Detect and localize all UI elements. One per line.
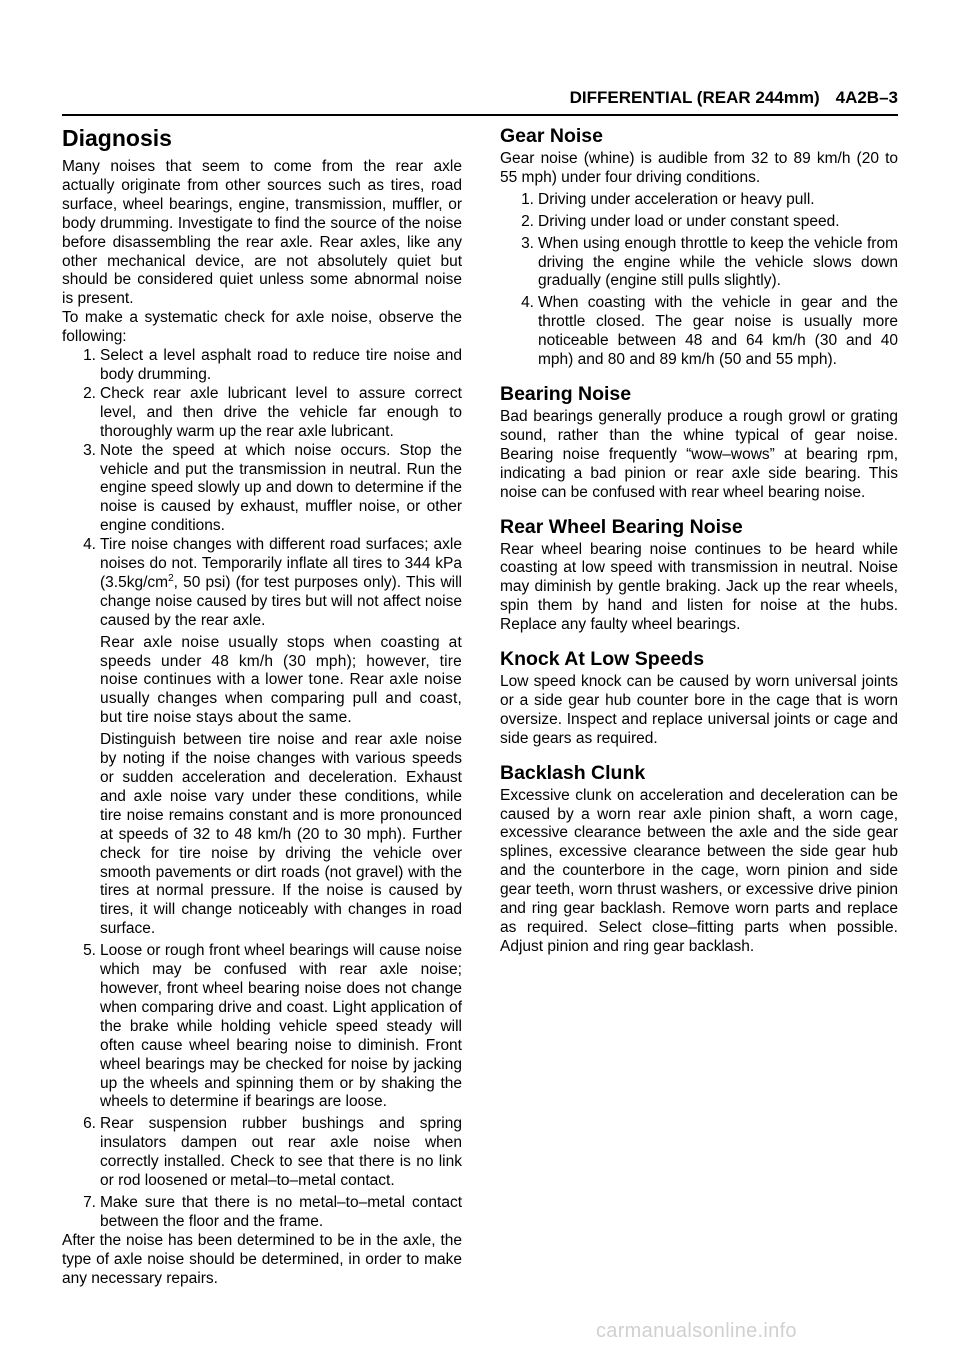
list-item: 5. Loose or rough front wheel bearings will cause noise which may be confused with rear axle noise; however, front wheel bearing noise does not change when comparing drive and coast. Light application of the brake while holding vehicle speed steady will often cause wheel bearing noise to diminish. Front wheel bearings may be checked for noise by jacking up the wheels and spinning them or by shaking the wheels to determine if bearings are loose.	[83, 942, 462, 1111]
outro-paragraph: After the noise has been determined to be in the axle, the type of axle noise should be determined, in order to make any necessary repairs.	[62, 1231, 462, 1287]
rear-wheel-bearing-noise-heading: Rear Wheel Bearing Noise	[500, 515, 743, 538]
gear-noise-heading: Gear Noise	[500, 125, 603, 147]
list-item: 7. Make sure that there is no metal–to–metal contact between the floor and the frame.	[83, 1193, 462, 1230]
watermark-text: carmanualsonline.info	[596, 1320, 797, 1342]
left-column	[62, 121, 462, 1288]
list-item: 3. When using enough throttle to keep the vehicle from driving the engine while the vehicle slows down gradually (engine still pulls slightly).	[521, 234, 898, 290]
page-header	[62, 88, 898, 108]
list-item: 6. Rear suspension rubber bushings and spring insulators dampen out rear axle noise when correctly installed. Check to see that there is no link or rod loosened or metal–to–metal contact.	[83, 1115, 462, 1190]
list-item: 2. Driving under load or under constant speed.	[521, 212, 840, 230]
list-item: 3. Note the speed at which noise occurs. Stop the vehicle and put the transmission in neutral. Run the engine speed slowly up and down to determine if the noise is caused by exhaust, muffler noise, or other engine conditions.	[83, 441, 462, 535]
section-title: DIFFERENTIAL (REAR 244mm)	[569, 88, 820, 107]
list-item: 4. When coasting with the vehicle in gear and the throttle closed. The gear noise is usually more noticeable between 48 and 64 km/h (30 and 40 mph) and 80 and 89 km/h (50 and 55 mph).	[521, 294, 898, 369]
right-column	[500, 124, 898, 957]
list-item-paragraph: Distinguish between tire noise and rear axle noise by noting if the noise changes with various speeds or sudden acceleration and deceleration. Exhaust and axle noise vary under these conditions, while tire noise remains constant and is more pronounced at speeds of 32 to 48 km/h (20 to 30 mph). Further check for tire noise by driving the vehicle over smooth pavements or dirt roads (not gravel) with the tires at normal pressure. If the noise is caused by tires, it will change noticeably with changes in road surface.	[100, 731, 462, 938]
gear-noise-intro: Gear noise (whine) is audible from 32 to 89 km/h (20 to 55 mph) under four driving conditions.	[500, 150, 898, 186]
list-item: 2. Check rear axle lubricant level to assure correct level, and then drive the vehicle far enough to thoroughly warm up the rear axle lubricant.	[83, 384, 462, 440]
backlash-clunk-heading: Backlash Clunk	[500, 761, 646, 784]
intro-paragraph: Many noises that seem to come from the rear axle actually originate from other sources such as tires, road surface, wheel bearings, engine, transmission, muffler, or body drumming. Investigate to find the source of the noise before disassembling the rear axle. Rear axles, like any other mechanical device, are not absolutely quiet but should be considered quiet unless some abnormal noise is present.	[62, 158, 462, 308]
diagnosis-list	[62, 347, 462, 1232]
bearing-noise-heading: Bearing Noise	[500, 382, 632, 405]
list-item: 1. Driving under acceleration or heavy pull.	[521, 190, 815, 208]
diagnosis-heading: Diagnosis	[62, 125, 172, 151]
list-item: 1. Select a level asphalt road to reduce tire noise and body drumming.	[83, 347, 462, 383]
intro-paragraph-2: To make a systematic check for axle noise, observe the following:	[62, 309, 462, 346]
backlash-clunk-text: Excessive clunk on acceleration and deceleration can be caused by a worn rear axle pinion shaft, a worn cage, excessive clearance between the axle and the side gear splines, excessive clearance between the side gear hub and the counterbore in the cage, worn pinion and side gear teeth, worn thrust washers, or excessive drive pinion and ring gear backlash. Remove worn parts and replace as required. Select close–fitting parts when possible. Adjust pinion and ring gear backlash.	[500, 786, 898, 955]
header-rule	[62, 114, 898, 116]
knock-low-speeds-text: Low speed knock can be caused by worn universal joints or a side gear hub counter bore in the cage that is worn oversize. Inspect and replace universal joints or cage and side gears as required.	[500, 673, 898, 747]
page-number: 4A2B–3	[835, 88, 898, 107]
list-item: 4. Tire noise changes with different road surfaces; axle noises do not. Temporarily inflate all tires to 344 kPa ($3.5kg/cm^2$, 50 psi) (for test purposes only). This will change noise caused by tires but will not affect noise caused by the rear axle. Rear axle noise usually stops when coasting at speeds under 48 km/h (30 mph); however, tire noise continues with a lower tone. Rear axle noise usually changes when comparing pull and coast, but tire noise stays about the same. Distinguish between tire noise and rear axle noise by noting if the noise changes with various speeds or sudden acceleration and deceleration. Exhaust and axle noise vary under these conditions, while tire noise remains constant and is more pronounced at speeds of 32 to 48 km/h (20 to 30 mph). Further check for tire noise by driving the vehicle over smooth pavements or dirt roads (not gravel) with the tires at normal pressure. If the noise is caused by tires, it will change noticeably with changes in road surface.	[83, 536, 462, 938]
list-item-paragraph: Rear axle noise usually stops when coasting at speeds under 48 km/h (30 mph); however, tire noise continues with a lower tone. Rear axle noise usually changes when comparing pull and coast, but tire noise stays about the same.	[100, 633, 462, 727]
gear-noise-list	[500, 191, 898, 370]
knock-low-speeds-heading: Knock At Low Speeds	[500, 648, 705, 671]
bearing-noise-text: Bad bearings generally produce a rough growl or grating sound, rather than the whine typical of gear noise. Bearing noise frequently “wow–wows” at bearing rpm, indicating a bad pinion or rear axle side bearing. This noise can be confused with rear wheel bearing noise.	[500, 407, 898, 501]
rear-wheel-bearing-noise-text: Rear wheel bearing noise continues to be heard while coasting at low speed with transmission in neutral. Noise may diminish by gentle braking. Jack up the rear wheels, spin them by hand and listen for noise at the hubs. Replace any faulty wheel bearings.	[500, 540, 898, 634]
